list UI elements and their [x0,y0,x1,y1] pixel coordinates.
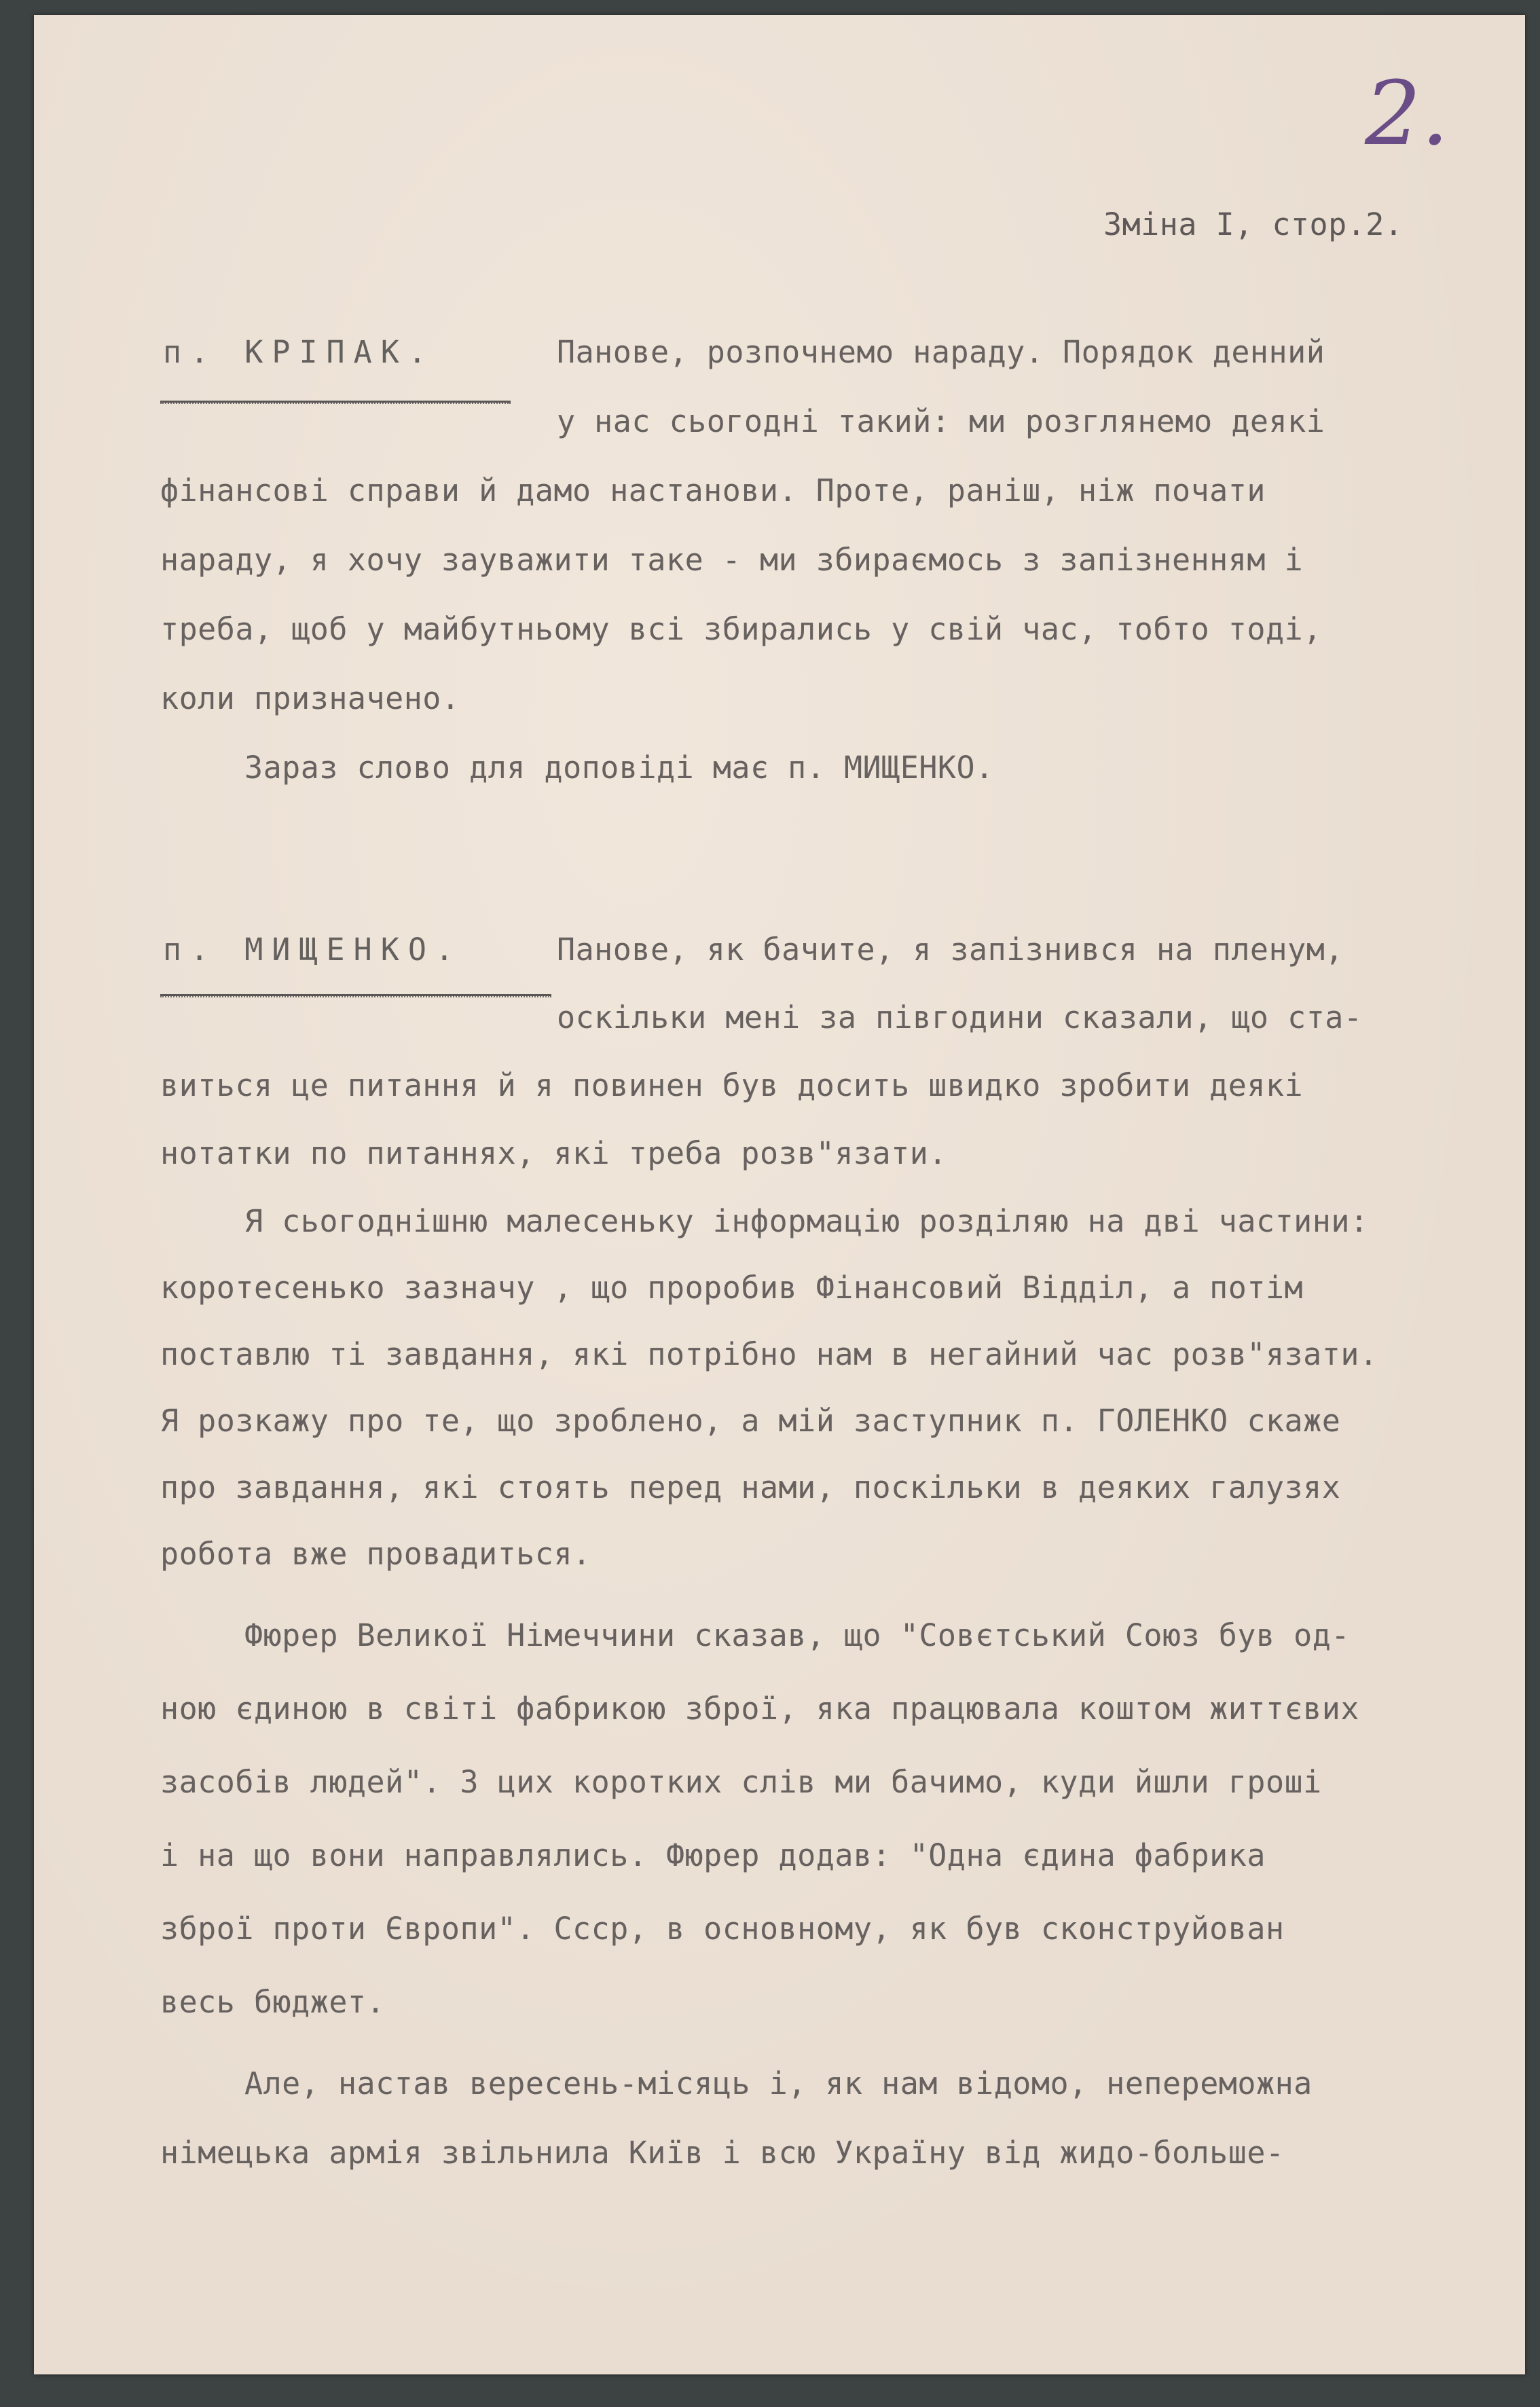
block1-line-7: Зараз слово для доповіді має п. МИЩЕНКО. [244,750,994,786]
speaker-label-2: п. МИЩЕНКО. [163,932,463,968]
block2-line-3: виться це питання й я повинен був досить швидко зробити деякі [160,1067,1304,1103]
page-header: Зміна І, стор.2. [1103,206,1404,242]
block1-line-1: Панове, розпочнемо нараду. Порядок денний [557,334,1325,370]
block2-line-14: і на що вони направлялись. Фюрер додав: "Одна єдина фабрика [160,1837,1266,1873]
block2-line-1: Панове, як бачите, я запізнився на пленум, [557,932,1344,968]
block1-line-4: нараду, я хочу зауважити таке - ми збираємось з запізненням і [160,542,1304,578]
block2-line-8: Я розкажу про те, що зроблено, а мій заступник п. ГОЛЕНКО скаже [160,1403,1341,1439]
block2-line-5: Я сьогоднішню малесеньку інформацію розділяю на дві частини: [244,1203,1369,1239]
block2-line-17: Але, настав вересень-місяць і, як нам відомо, непереможна [244,2065,1313,2101]
block2-line-11: Фюрер Великої Німеччини сказав, що "Совєтський Союз був од- [244,1617,1350,1653]
block2-line-12: ною єдиною в світі фабрикою зброї, яка працювала коштом життєвих [160,1691,1359,1727]
block2-line-4: нотатки по питаннях, які треба розв"язати. [160,1135,947,1171]
block1-line-5: треба, щоб у майбутньому всі збирались у свій час, тобто тоді, [160,611,1322,647]
speaker-underline-2 [160,994,551,997]
block2-line-18: німецька армія звільнила Київ і всю Україну від жидо-больше- [160,2135,1285,2171]
block2-line-16: весь бюджет. [160,1984,386,2020]
block1-line-6: коли призначено. [160,680,460,716]
document-page [34,15,1525,2374]
block1-line-2: у нас сьогодні такий: ми розглянемо деякі [557,403,1325,439]
folio-number: 2. [1365,62,1450,165]
block2-line-6: коротесенько зазначу , що проробив Фінансовий Відділ, а потім [160,1270,1304,1306]
block2-line-2: оскільки мені за півгодини сказали, що ста- [557,999,1363,1035]
speaker-underline-1 [160,401,511,404]
block2-line-10: робота вже провадиться. [160,1536,591,1572]
block2-line-15: зброї проти Європи". Ссср, в основному, як був сконструйован [160,1911,1285,1947]
speaker-label-1: п. КРІПАК. [163,334,435,370]
block2-line-7: поставлю ті завдання, які потрібно нам в негайний час розв"язати. [160,1336,1378,1372]
block2-line-13: засобів людей". З цих коротких слів ми бачимо, куди йшли гроші [160,1764,1322,1800]
block2-line-9: про завдання, які стоять перед нами, поскільки в деяких галузях [160,1469,1341,1505]
block1-line-3: фінансові справи й дамо настанови. Проте, раніш, ніж почати [160,473,1266,509]
